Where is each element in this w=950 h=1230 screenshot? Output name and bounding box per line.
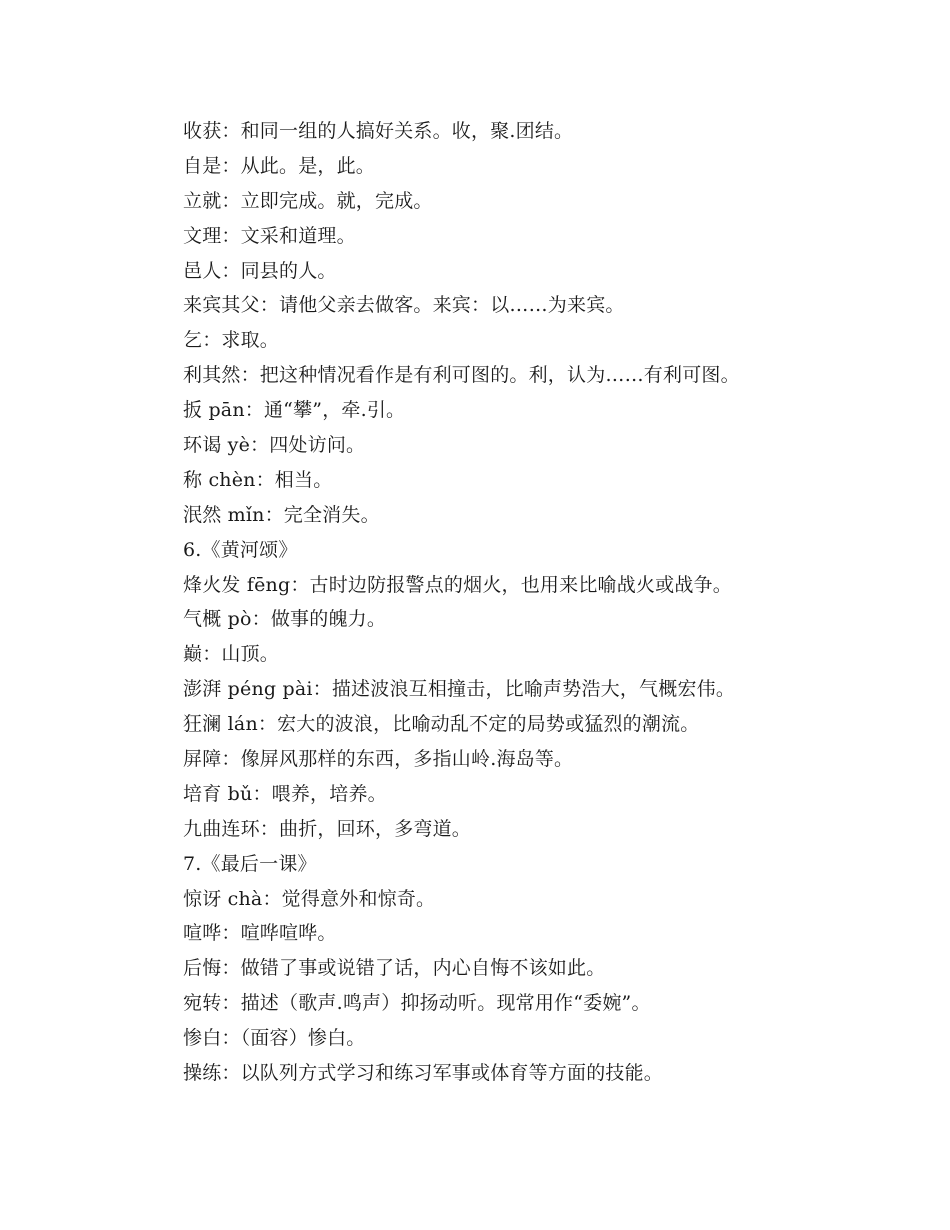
text-line: 宛转：描述（歌声.鸣声）抑扬动听。现常用作“委婉”。 bbox=[183, 992, 651, 1015]
text-line: 惊讶 chà：觉得意外和惊奇。 bbox=[183, 887, 436, 910]
text-line: 邑人：同县的人。 bbox=[183, 259, 337, 282]
text-line: 九曲连环：曲折，回环，多弯道。 bbox=[183, 817, 472, 840]
text-line: 扳 pān：通“攀”，牵.引。 bbox=[183, 399, 406, 422]
text-line: 狂澜 lán：宏大的波浪，比喻动乱不定的局势或猛烈的潮流。 bbox=[183, 713, 700, 736]
text-line: 环谒 yè：四处访问。 bbox=[183, 434, 366, 457]
text-line: 屏障：像屏风那样的东西，多指山岭.海岛等。 bbox=[183, 748, 574, 771]
text-line: 巅：山顶。 bbox=[183, 643, 280, 666]
text-line: 惨白：（面容）惨白。 bbox=[183, 1027, 366, 1050]
text-line: 操练：以队列方式学习和练习军事或体育等方面的技能。 bbox=[183, 1062, 664, 1085]
text-line: 来宾其父：请他父亲去做客。来宾：以……为来宾。 bbox=[183, 294, 625, 317]
text-line: 气概 pò：做事的魄力。 bbox=[183, 608, 387, 631]
text-line: 澎湃 péng pài：描述波浪互相撞击，比喻声势浩大，气概宏伟。 bbox=[183, 678, 736, 701]
section-heading: 7.《最后一课》 bbox=[183, 852, 317, 875]
text-line: 文理：文采和道理。 bbox=[183, 224, 356, 247]
text-line: 自是：从此。是，此。 bbox=[183, 154, 376, 177]
text-line: 烽火发 fēng：古时边防报警点的烟火，也用来比喻战火或战争。 bbox=[183, 573, 732, 596]
text-line: 后悔：做错了事或说错了话，内心自悔不该如此。 bbox=[183, 957, 606, 980]
document-body bbox=[183, 114, 883, 1091]
text-line: 培育 bǔ：喂养，培养。 bbox=[183, 782, 387, 805]
text-line: 利其然：把这种情况看作是有利可图的。利，认为……有利可图。 bbox=[183, 364, 740, 387]
text-line: 立就：立即完成。就，完成。 bbox=[183, 189, 433, 212]
text-line: 收获：和同一组的人搞好关系。收，聚.团结。 bbox=[183, 120, 574, 142]
text-line: 泯然 mǐn：完全消失。 bbox=[183, 503, 380, 526]
text-line: 乞：求取。 bbox=[183, 329, 280, 352]
text-line: 喧哗：喧哗喧哗。 bbox=[183, 922, 337, 945]
text-line: 称 chèn：相当。 bbox=[183, 468, 333, 491]
section-heading: 6.《黄河颂》 bbox=[183, 538, 298, 561]
